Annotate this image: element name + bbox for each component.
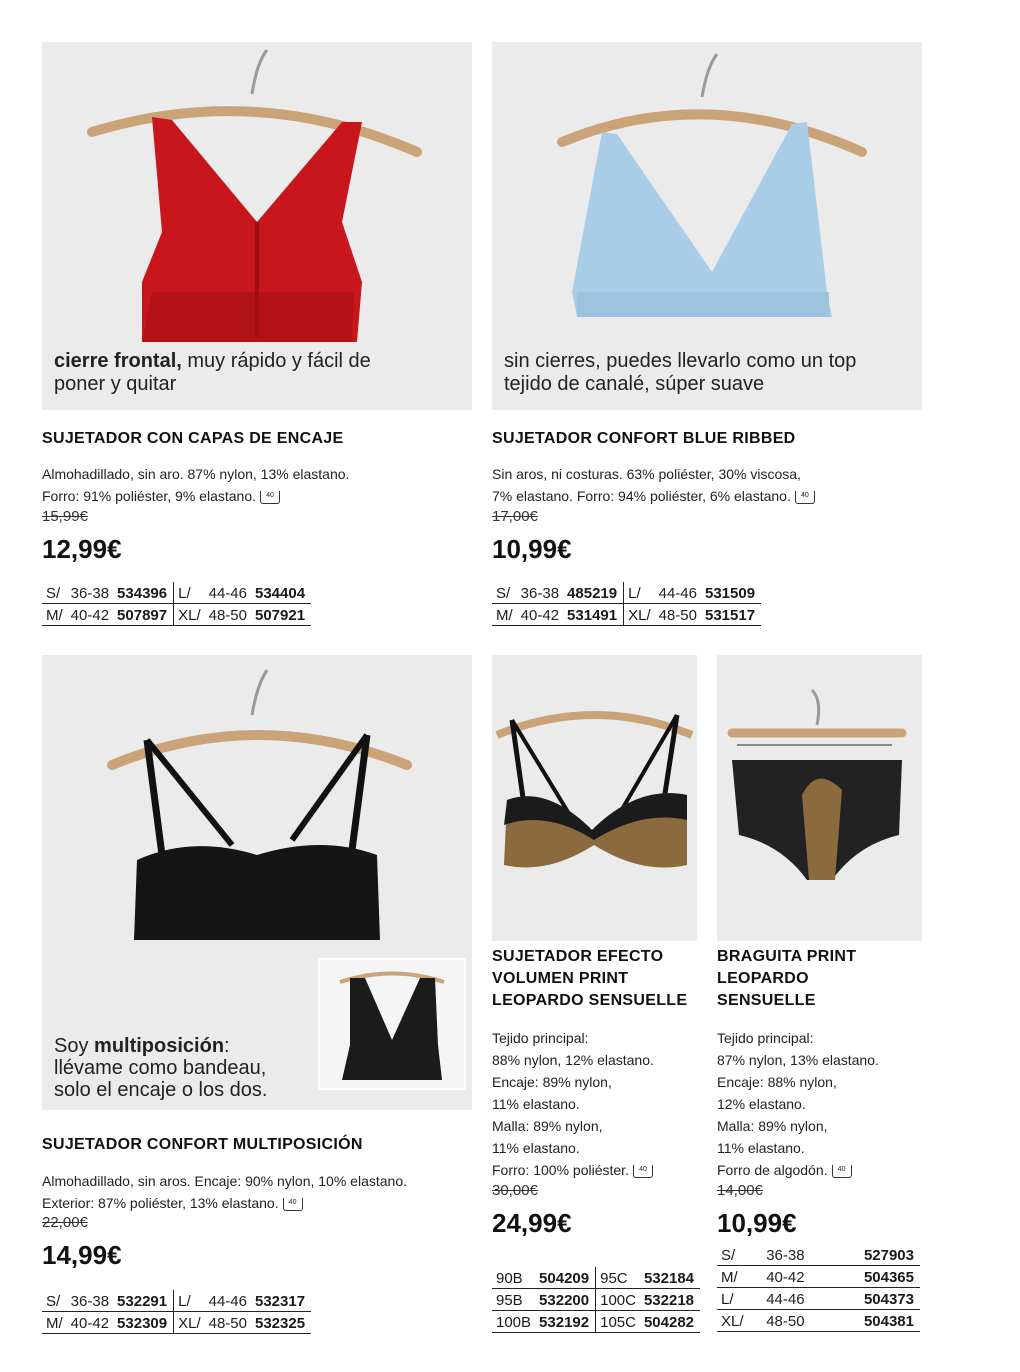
- size-range: 36-38: [517, 582, 563, 604]
- photo-caption: [504, 350, 856, 396]
- description-line: Sin aros, ni costuras. 63% poliéster, 30% viscosa,: [492, 466, 801, 482]
- size-label: 95B: [492, 1289, 535, 1311]
- photo-caption: [54, 1035, 267, 1101]
- lace-bra-inset-image: [320, 960, 464, 1088]
- caption-text-line2: tejido de canalé, súper suave: [504, 373, 765, 395]
- old-price: 30,00€: [492, 1182, 538, 1199]
- size-code: 485219: [563, 582, 624, 604]
- photo-caption: [54, 350, 371, 396]
- size-label: L/: [174, 582, 205, 604]
- price: 10,99€: [492, 534, 572, 564]
- old-price: 15,99€: [42, 508, 88, 525]
- size-range: 48-50: [205, 604, 251, 626]
- description-line: 87% nylon, 13% elastano.: [717, 1052, 879, 1068]
- old-price: 14,00€: [717, 1182, 763, 1199]
- product-description: [42, 463, 349, 507]
- size-range: 40-42: [517, 604, 563, 626]
- size-code: 507897: [113, 604, 174, 626]
- description-line: Almohadillado, sin aros. Encaje: 90% nylon, 10% elastano.: [42, 1173, 407, 1189]
- title-line: SENSUELLE: [717, 992, 816, 1009]
- size-label: 90B: [492, 1267, 535, 1289]
- caption-bold: cierre frontal,: [54, 350, 182, 372]
- product-photo-red-lace-bra: [42, 42, 472, 410]
- title-line: LEOPARDO: [717, 970, 809, 987]
- description-line: Forro: 91% poliéster, 9% elastano.: [42, 488, 257, 504]
- product-title: SUJETADOR CONFORT BLUE RIBBED: [492, 430, 796, 447]
- description-line: 7% elastano. Forro: 94% poliéster, 6% elastano.: [492, 488, 791, 504]
- size-label: L/: [717, 1288, 762, 1310]
- size-row: [42, 582, 311, 604]
- size-code: 532309: [113, 1312, 174, 1334]
- size-code: 534404: [251, 582, 311, 604]
- size-code: 504373: [831, 1288, 920, 1310]
- inset-photo-lace-bra: [318, 958, 466, 1090]
- description-line: 12% elastano.: [717, 1096, 806, 1112]
- product-photo-multiposition-bra: [42, 655, 472, 1110]
- price: 24,99€: [492, 1208, 572, 1238]
- size-label: M/: [42, 1312, 67, 1334]
- size-label: S/: [42, 582, 67, 604]
- caption-text-line2: llévame como bandeau,: [54, 1057, 267, 1079]
- size-code: 504209: [535, 1267, 596, 1289]
- description-line: Almohadillado, sin aro. 87% nylon, 13% elastano.: [42, 466, 350, 482]
- size-row: [492, 1289, 700, 1311]
- size-code: 532291: [113, 1290, 174, 1312]
- size-table: [492, 582, 761, 626]
- size-range: 44-46: [762, 1288, 831, 1310]
- size-code: 527903: [831, 1244, 920, 1266]
- size-label: XL/: [717, 1310, 762, 1332]
- size-code: 532317: [251, 1290, 311, 1312]
- size-row: [717, 1266, 920, 1288]
- size-table: [42, 1290, 311, 1334]
- size-code: 532200: [535, 1289, 596, 1311]
- size-row: [42, 604, 311, 626]
- wash-icon: 40: [795, 491, 815, 504]
- size-table: [42, 582, 311, 626]
- old-price: 22,00€: [42, 1214, 88, 1231]
- size-label: M/: [42, 604, 67, 626]
- size-label: 100C: [596, 1289, 640, 1311]
- description-line: Encaje: 88% nylon,: [717, 1074, 837, 1090]
- size-range: 40-42: [762, 1266, 831, 1288]
- size-range: 44-46: [205, 582, 251, 604]
- size-code: 504282: [640, 1311, 700, 1333]
- old-price: 17,00€: [492, 508, 538, 525]
- description-line: Tejido principal:: [492, 1030, 589, 1046]
- wash-icon: 40: [633, 1165, 653, 1178]
- caption-text: Soy: [54, 1035, 95, 1057]
- product-photo-leopard-brief: [717, 655, 922, 941]
- size-row: [42, 1290, 311, 1312]
- size-code: 531517: [701, 604, 761, 626]
- size-range: 44-46: [205, 1290, 251, 1312]
- description-line: Forro de algodón.: [717, 1162, 828, 1178]
- size-label: XL/: [174, 1312, 205, 1334]
- wash-icon: 40: [260, 491, 280, 504]
- size-label: L/: [174, 1290, 205, 1312]
- product-description: [492, 1027, 654, 1181]
- size-code: 531509: [701, 582, 761, 604]
- caption-text-line2: poner y quitar: [54, 373, 177, 395]
- caption-text-line3: solo el encaje o los dos.: [54, 1079, 268, 1101]
- description-line: 11% elastano.: [717, 1140, 805, 1156]
- size-row: [492, 1311, 700, 1333]
- size-table: [492, 1267, 700, 1333]
- size-row: [492, 1267, 700, 1289]
- price: 12,99€: [42, 534, 122, 564]
- caption-bold: multiposición: [94, 1035, 225, 1057]
- size-table: [717, 1244, 920, 1332]
- description-line: Forro: 100% poliéster.: [492, 1162, 629, 1178]
- product-description: [42, 1170, 407, 1214]
- size-range: 36-38: [67, 582, 113, 604]
- size-row: [492, 604, 761, 626]
- product-title: [492, 946, 687, 1012]
- description-line: 11% elastano.: [492, 1140, 580, 1156]
- size-code: 531491: [563, 604, 624, 626]
- size-row: [492, 582, 761, 604]
- size-label: 100B: [492, 1311, 535, 1333]
- price: 14,99€: [42, 1240, 122, 1270]
- size-range: 40-42: [67, 604, 113, 626]
- size-range: 36-38: [762, 1244, 831, 1266]
- price: 10,99€: [717, 1208, 797, 1238]
- description-line: Tejido principal:: [717, 1030, 814, 1046]
- size-code: 507921: [251, 604, 311, 626]
- caption-text: sin cierres, puedes llevarlo como un top: [504, 350, 857, 372]
- size-label: L/: [624, 582, 655, 604]
- size-label: S/: [42, 1290, 67, 1312]
- size-row: [717, 1310, 920, 1332]
- size-code: 532325: [251, 1312, 311, 1334]
- leopard-brief-image: [717, 655, 922, 941]
- size-label: XL/: [624, 604, 655, 626]
- product-title: SUJETADOR CONFORT MULTIPOSICIÓN: [42, 1136, 363, 1153]
- description-line: 11% elastano.: [492, 1096, 580, 1112]
- product-photo-blue-ribbed-bra: [492, 42, 922, 410]
- title-line: SUJETADOR EFECTO: [492, 948, 664, 965]
- size-row: [42, 1312, 311, 1334]
- size-row: [717, 1288, 920, 1310]
- size-code: 504381: [831, 1310, 920, 1332]
- size-label: M/: [717, 1266, 762, 1288]
- size-range: 48-50: [205, 1312, 251, 1334]
- product-photo-leopard-bra: [492, 655, 697, 941]
- caption-text: muy rápido y fácil de: [181, 350, 371, 372]
- size-code: 532184: [640, 1267, 700, 1289]
- size-range: 48-50: [655, 604, 701, 626]
- size-code: 532218: [640, 1289, 700, 1311]
- size-range: 36-38: [67, 1290, 113, 1312]
- description-line: Exterior: 87% poliéster, 13% elastano.: [42, 1195, 279, 1211]
- size-row: [717, 1244, 920, 1266]
- size-code: 532192: [535, 1311, 596, 1333]
- size-code: 504365: [831, 1266, 920, 1288]
- caption-text: :: [224, 1035, 230, 1057]
- product-description: [492, 463, 815, 507]
- wash-icon: 40: [832, 1165, 852, 1178]
- description-line: Malla: 89% nylon,: [492, 1118, 603, 1134]
- size-label: S/: [717, 1244, 762, 1266]
- size-label: S/: [492, 582, 517, 604]
- size-code: 534396: [113, 582, 174, 604]
- wash-icon: 40: [283, 1198, 303, 1211]
- description-line: Malla: 89% nylon,: [717, 1118, 828, 1134]
- size-range: 40-42: [67, 1312, 113, 1334]
- size-label: M/: [492, 604, 517, 626]
- leopard-bra-image: [492, 655, 697, 941]
- description-line: 88% nylon, 12% elastano.: [492, 1052, 654, 1068]
- size-range: 48-50: [762, 1310, 831, 1332]
- size-label: 105C: [596, 1311, 640, 1333]
- description-line: Encaje: 89% nylon,: [492, 1074, 612, 1090]
- size-range: 44-46: [655, 582, 701, 604]
- size-label: 95C: [596, 1267, 640, 1289]
- size-label: XL/: [174, 604, 205, 626]
- product-description: [717, 1027, 879, 1181]
- title-line: LEOPARDO SENSUELLE: [492, 992, 688, 1009]
- product-title: SUJETADOR CON CAPAS DE ENCAJE: [42, 430, 344, 447]
- product-title: [717, 946, 856, 1012]
- title-line: BRAGUITA PRINT: [717, 948, 857, 965]
- title-line: VOLUMEN PRINT: [492, 970, 629, 987]
